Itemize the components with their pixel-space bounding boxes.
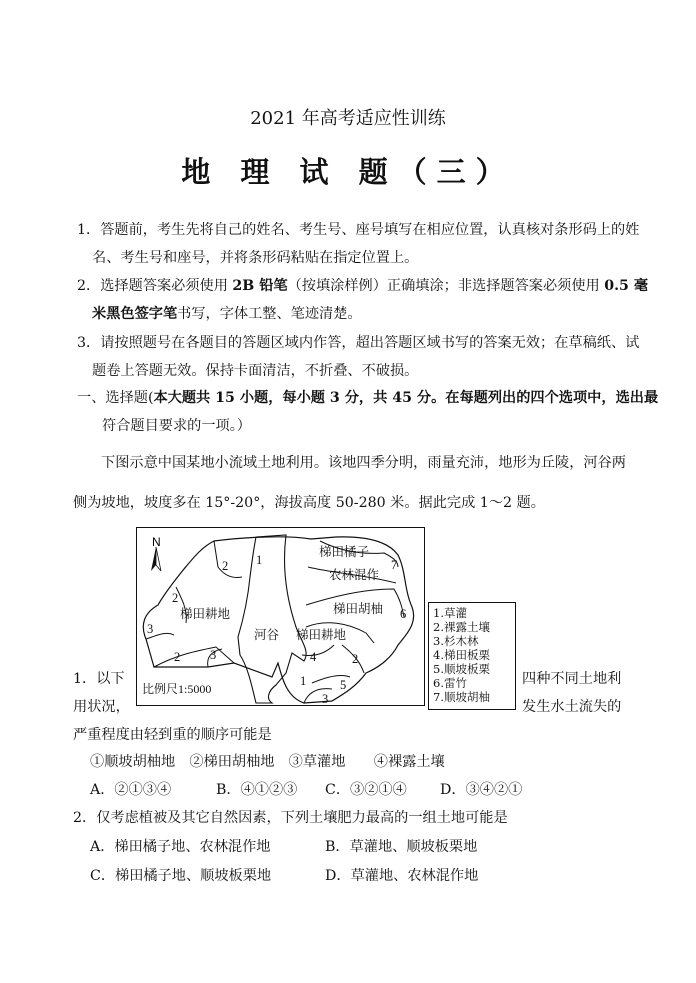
q1-stem-right1: 四种不同土地利 [522,671,622,687]
q1-stem-right2: 发生水土流失的 [522,699,622,715]
legend-item: 7.顺坡胡柚 [433,690,490,704]
label-terrace-tangerine: 梯田橘子 [319,545,370,559]
instruction-2-pen-size: 0.5 毫 [604,278,649,294]
legend-item: 6.雷竹 [433,676,467,690]
instruction-2-line2 [92,304,362,324]
q1-stem-left1: 1．以下 [73,671,125,687]
section-heading-c: 四个选项中 [530,390,602,406]
region-number: 6 [400,607,407,621]
instruction-2-text-e: 书写，字体工整、笔迹清楚。 [177,306,362,322]
region-number: 3 [322,692,329,706]
label-terrace-farmland-left: 梯田耕地 [180,607,231,621]
instruction-2-pen: 米黑色签字笔 [92,306,178,322]
north-label: N [152,535,161,549]
map-scale: 比例尺1:5000 [142,682,212,696]
instruction-1-line1: 1．答题前，考生先将自己的姓名、考生号、座号填写在相应位置，认真核对条形码上的姓 [77,222,640,238]
legend-item: 5.顺坡板栗 [433,662,490,676]
section-heading-b: 本大题共 15 小题，每小题 3 分，共 45 分。在每题列出的 [153,390,531,406]
legend-item: 3.杉木林 [433,634,479,648]
q2-option-a: A．梯田橘子地、农林混作地 [90,839,271,855]
section-heading-a: 一、选择题( [77,390,154,406]
label-agroforestry: 农林混作 [329,568,380,582]
exam-subtitle: 2021 年高考适应性训练 [250,108,446,129]
region-number: 2 [222,559,229,573]
section-heading-line1 [77,388,658,408]
legend-item: 2.裸露土壤 [433,620,490,634]
boundary-line [302,645,334,656]
label-terrace-pomelo: 梯田胡柚 [333,602,384,616]
q2-option-c: C．梯田橘子地、顺坡板栗地 [90,868,272,884]
q1-items: ①顺坡胡柚地 ②梯田胡柚地 ③草灌地 ④裸露土壤 [90,754,445,770]
instruction-3-line1: 3．请按照题号在各题目的答题区域内作答，超出答题区域书写的答案无效；在草稿纸、试 [77,335,640,351]
q1-stem-left2: 用状况， [73,699,130,715]
river-valley-region [238,535,306,703]
region-number: 1 [256,553,263,567]
instruction-3-line2: 题卷上答题无效。保持卡面清洁，不折叠、不破损。 [92,363,419,379]
q1-option-b: B．④①②③ [216,782,298,798]
north-arrow-icon [151,547,161,571]
q1-option-a: A．②①③④ [90,782,172,798]
region-number: 7 [391,558,398,572]
exam-title: 地 理 试 题（三） [181,155,515,189]
instruction-2-line1 [77,276,648,296]
region-number: 2 [352,652,359,666]
section-heading-line2: 符合题目要求的一项。） [102,418,251,434]
instruction-2-pencil: 2B 铅笔 [232,278,288,294]
label-terrace-farmland-mid: 梯田耕地 [296,628,347,642]
instruction-1-line2: 名、考生号和座号，并将条形码粘贴在指定位置上。 [92,250,419,266]
boundary-line [154,647,234,667]
instruction-2-text-a: 2．选择题答案必须使用 [77,278,233,294]
legend-item: 4.梯田板栗 [433,648,490,662]
label-river-valley: 河谷 [254,628,280,642]
map-legend [428,602,516,710]
region-number: 2 [174,650,181,664]
q1-option-c: C．③②①④ [325,782,407,798]
region-number: 2 [172,591,179,605]
legend-item: 1.草灌 [433,606,467,620]
region-number: 3 [147,622,154,636]
q1-option-d: D．③④②① [440,782,523,798]
intro-line2: 侧为坡地，坡度多在 15°-20°，海拔高度 50-280 米。据此完成 1～2 题。 [73,495,545,511]
intro-line1: 下图示意中国某地小流域土地利用。该地四季分明，雨量充沛，地形为丘陵，河谷两 [101,455,626,471]
instruction-2-text-c: （按填涂样例）正确填涂；非选择题答案必须使用 [287,278,605,294]
q2-option-b: B．草灌地、顺坡板栗地 [325,839,478,855]
q2-stem: 2．仅考虑植被及其它自然因素，下列土壤肥力最高的一组土地可能是 [73,810,508,826]
q2-option-d: D．草灌地、农林混作地 [325,868,479,884]
section-heading-d: ，选出最 [601,390,659,406]
region-number: 1 [300,674,307,688]
region-number: 5 [340,678,347,692]
q1-stem-line3: 严重程度由轻到重的顺序可能是 [73,727,272,743]
region-number: 4 [310,650,317,664]
region-number: 3 [210,648,217,662]
